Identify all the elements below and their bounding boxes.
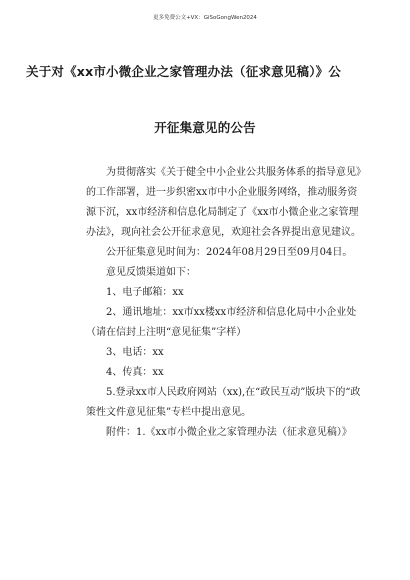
channel-fax: 4、传真：xx [106,367,164,378]
attachment-paragraph: 附件：1.《xx市小微企业之家管理办法（征求意见稿）》 [106,427,352,438]
document-body [86,163,366,443]
document-title-line-1: 关于对《xx市小微企业之家管理办法（征求意见稿）》公 [26,64,342,79]
period-paragraph: 公开征集意见时间为：2024年08月29日至09月04日。 [106,247,353,258]
channel-phone: 3、电话：xx [106,347,164,358]
document-title-line-2: 开征集意见的公告 [154,120,256,135]
header-note: 更多免费公文+VX：GiSoGongWen2024 [153,15,257,21]
channel-website: 5.登录xx市人民政府网站（xx),在“政民互动”版块下的“政策性文件意见征集”专栏中提出意见。 [86,387,361,418]
channel-address: 2、通讯地址：xx市xx楼xx市经济和信息化局中小企业处（请在信封上注明“意见征集”字样） [86,307,357,338]
intro-paragraph: 为贯彻落实《关于健全中小企业公共服务体系的指导意见》的工作部署，进一步织密xx市中小企业服务网络，推动服务资源下沉，xx市经济和信息化局制定了《xx市小微企业之家管理办法》，现向社会公开征求意见，欢迎社会各界提出意见建议。 [86,167,366,238]
channels-heading: 意见反馈渠道如下： [106,267,196,278]
channel-email: 1、电子邮箱：xx [106,287,184,298]
